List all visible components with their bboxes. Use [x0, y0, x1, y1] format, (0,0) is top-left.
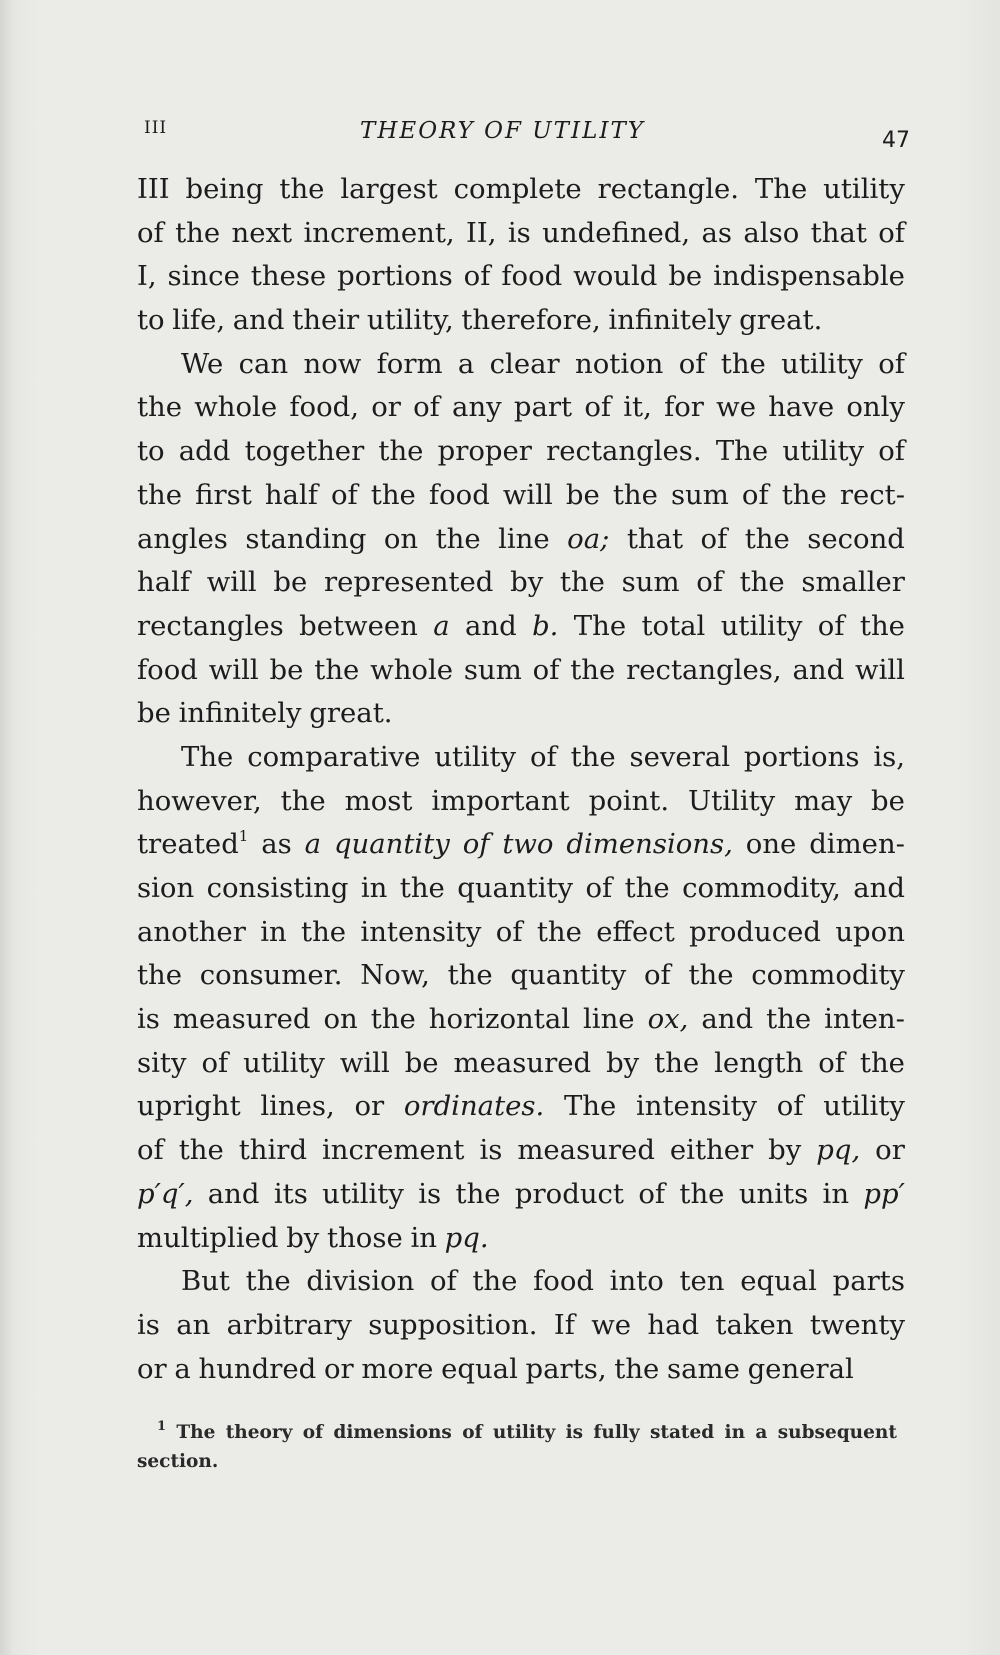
paragraph [137, 168, 905, 343]
text-line: The comparative utility of the several portions is, [181, 740, 905, 773]
text-line: the consumer. Now, the quantity of the commodity [137, 959, 905, 992]
text-line: treated$^1$ as a quantity of two dimensions, one dimen- [137, 827, 905, 861]
text-line: the whole food, or of any part of it, for we have only [137, 391, 905, 424]
footnote [137, 1418, 897, 1476]
text-line: rectangles between a and b. The total utility of the [137, 609, 905, 642]
text-line: upright lines, or ordinates. The intensity of utility [137, 1090, 905, 1123]
footnote-line: section. [137, 1451, 219, 1472]
text-line: sion consisting in the quantity of the commodity, and [137, 872, 905, 904]
text-line: of the third increment is measured either by pq, or [137, 1134, 905, 1167]
text-line: multiplied by those in pq. [137, 1221, 489, 1254]
text-line: however, the most important point. Utility may be [137, 784, 905, 817]
running-header [140, 118, 910, 158]
text-line: or a hundred or more equal parts, the same general [137, 1352, 854, 1385]
text-line: half will be represented by the sum of the smaller [137, 566, 905, 599]
text-line: But the division of the food into ten equal parts [181, 1265, 905, 1298]
text-line: of the next increment, II, is undefined, as also that of [137, 216, 905, 249]
text-line: to life, and their utility, therefore, infinitely great. [137, 304, 823, 337]
text-line: another in the intensity of the effect produced upon [137, 915, 905, 948]
page-number: 47 [882, 128, 910, 153]
paragraph [137, 1260, 905, 1391]
footnote-line: $^1$ The theory of dimensions of utility is fully stated in a subsequent [157, 1419, 897, 1443]
body-text [137, 168, 905, 1391]
running-title: THEORY OF UTILITY [360, 118, 645, 144]
text-line: the first half of the food will be the sum of the rect- [137, 478, 905, 511]
text-line: III being the largest complete rectangle. The utility [137, 173, 905, 205]
chapter-number: III [144, 118, 168, 138]
text-line: is an arbitrary supposition. If we had taken twenty [137, 1308, 905, 1341]
text-line: We can now form a clear notion of the utility of [181, 347, 905, 380]
text-line: to add together the proper rectangles. The utility of [137, 435, 905, 468]
text-line: is measured on the horizontal line ox, and the inten- [137, 1003, 905, 1036]
text-line: p′q′, and its utility is the product of the units in pp′ [137, 1177, 905, 1210]
text-line: be infinitely great. [137, 697, 393, 730]
text-line: I, since these portions of food would be indispensable [137, 260, 905, 293]
text-line: food will be the whole sum of the rectangles, and will [137, 653, 905, 686]
paragraph [137, 736, 905, 1260]
paragraph [137, 343, 905, 736]
text-line: angles standing on the line oa; that of the second [137, 522, 905, 555]
text-line: sity of utility will be measured by the length of the [137, 1046, 905, 1079]
